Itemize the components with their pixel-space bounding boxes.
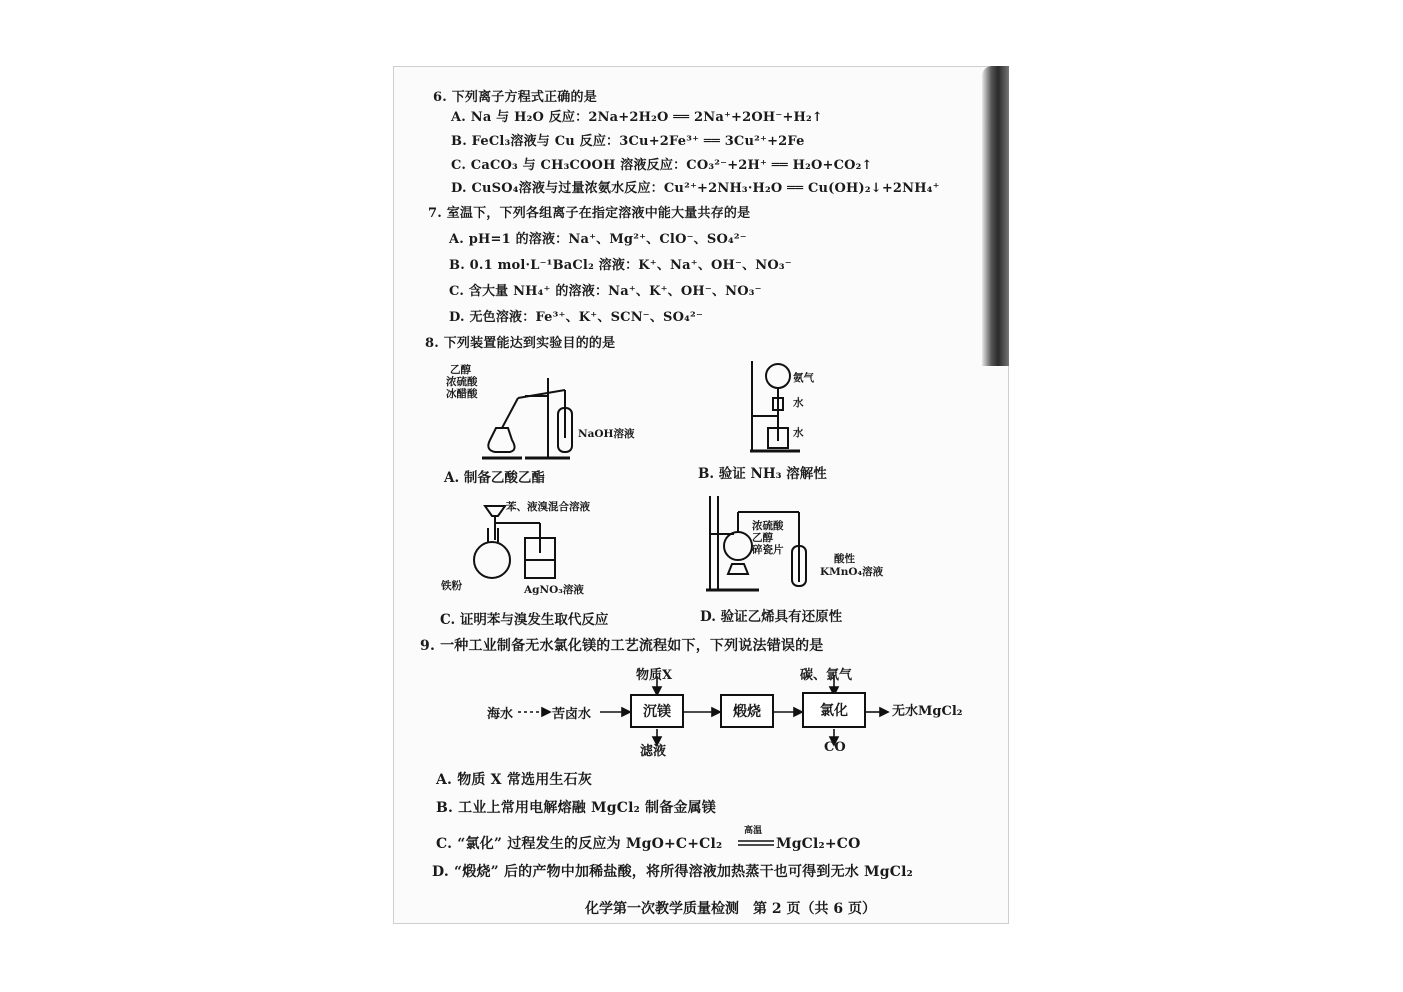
page-footer: 化学第一次教学质量检测 第 2 页（共 6 页） (585, 901, 876, 917)
flow-start-seawater: 海水 (487, 707, 514, 722)
apparatus-b-caption: B. 验证 NH₃ 溶解性 (698, 466, 827, 482)
q9-option-c-product: MgCl₂+CO (776, 836, 861, 852)
apparatus-a-caption: A. 制备乙酸乙酯 (444, 470, 545, 486)
q9-option-d: D. “煅烧” 后的产物中加稀盐酸，将所得溶液加热蒸干也可得到无水 MgCl₂ (432, 864, 913, 880)
q9-option-a: A. 物质 X 常选用生石灰 (436, 772, 593, 788)
q6-stem: 6. 下列离子方程式正确的是 (433, 90, 597, 105)
flow-input-x: 物质X (636, 668, 673, 683)
apparatus-a-reagent-ethanol: 乙醇 (450, 364, 471, 376)
q7-option-b: B. 0.1 mol·L⁻¹BaCl₂ 溶液：K⁺、Na⁺、OH⁻、NO₃⁻ (449, 258, 792, 273)
q7-option-c: C. 含大量 NH₄⁺ 的溶液：Na⁺、K⁺、OH⁻、NO₃⁻ (449, 284, 762, 299)
q9-stem: 9. 一种工业制备无水氯化镁的工艺流程如下，下列说法错误的是 (420, 638, 824, 654)
flow-step-chlorinate: 氯化 (802, 692, 866, 728)
apparatus-a-diagram (470, 368, 600, 463)
flow-input-carbon-chlorine: 碳、氯气 (800, 668, 853, 683)
apparatus-d-reagent-sulfuric: 浓硫酸 (752, 520, 784, 532)
flow-product: 无水MgCl₂ (892, 704, 963, 719)
q9-option-c: C. “氯化” 过程发生的反应为 MgO+C+Cl₂ (436, 836, 723, 852)
apparatus-c-catalyst-label: 铁粉 (441, 580, 462, 592)
apparatus-a-receiver-label: NaOH溶液 (578, 428, 635, 440)
apparatus-b-diagram (740, 356, 820, 456)
apparatus-c-caption: C. 证明苯与溴发生取代反应 (440, 612, 609, 628)
apparatus-a-reagent-sulfuric: 浓硫酸 (446, 376, 478, 388)
q9-option-c-condition: 高温 (744, 826, 763, 836)
q7-option-a: A. pH=1 的溶液：Na⁺、Mg²⁺、ClO⁻、SO₄²⁻ (449, 232, 747, 247)
apparatus-a-reagent-acetic: 冰醋酸 (446, 388, 478, 400)
flow-step-precipitate: 沉镁 (630, 694, 684, 728)
flow-brine: 苦卤水 (552, 707, 592, 722)
flow-output-co: CO (824, 740, 846, 755)
apparatus-b-water-bottom: 水 (793, 427, 804, 439)
apparatus-b-water-top: 水 (793, 397, 804, 409)
apparatus-d-reagent-ethanol: 乙醇 (752, 532, 773, 544)
apparatus-b-gas-label: 氨气 (793, 372, 814, 384)
scan-edge-shadow (982, 66, 1009, 366)
q6-option-a: A. Na 与 H₂O 反应：2Na+2H₂O ══ 2Na⁺+2OH⁻+H₂↑ (451, 110, 823, 125)
q6-option-c: C. CaCO₃ 与 CH₃COOH 溶液反应：CO₃²⁻+2H⁺ ══ H₂O+CO₂↑ (451, 158, 873, 173)
apparatus-c-beaker-label: AgNO₃溶液 (524, 584, 584, 596)
apparatus-d-tube-label-1: 酸性 (834, 553, 855, 565)
apparatus-d-caption: D. 验证乙烯具有还原性 (700, 609, 843, 625)
q7-option-d: D. 无色溶液：Fe³⁺、K⁺、SCN⁻、SO₄²⁻ (449, 310, 704, 325)
q8-stem: 8. 下列装置能达到实验目的的是 (425, 336, 616, 351)
q9-option-b: B. 工业上常用电解熔融 MgCl₂ 制备金属镁 (436, 800, 717, 816)
apparatus-d-tube-label-2: KMnO₄溶液 (820, 566, 884, 578)
q6-option-d: D. CuSO₄溶液与过量浓氨水反应：Cu²⁺+2NH₃·H₂O ══ Cu(OH)₂↓+2NH₄⁺ (451, 181, 940, 196)
flow-step-calcine: 煅烧 (720, 694, 774, 728)
q9-option-c-equals (738, 838, 774, 848)
flow-output-filtrate: 滤液 (640, 744, 667, 759)
q7-stem: 7. 室温下，下列各组离子在指定溶液中能大量共存的是 (428, 206, 751, 221)
q6-option-b: B. FeCl₃溶液与 Cu 反应：3Cu+2Fe³⁺ ══ 3Cu²⁺+2Fe (451, 134, 805, 149)
apparatus-d-reagent-chips: 碎瓷片 (752, 544, 784, 556)
apparatus-c-funnel-label: 苯、液溴混合溶液 (506, 501, 590, 513)
